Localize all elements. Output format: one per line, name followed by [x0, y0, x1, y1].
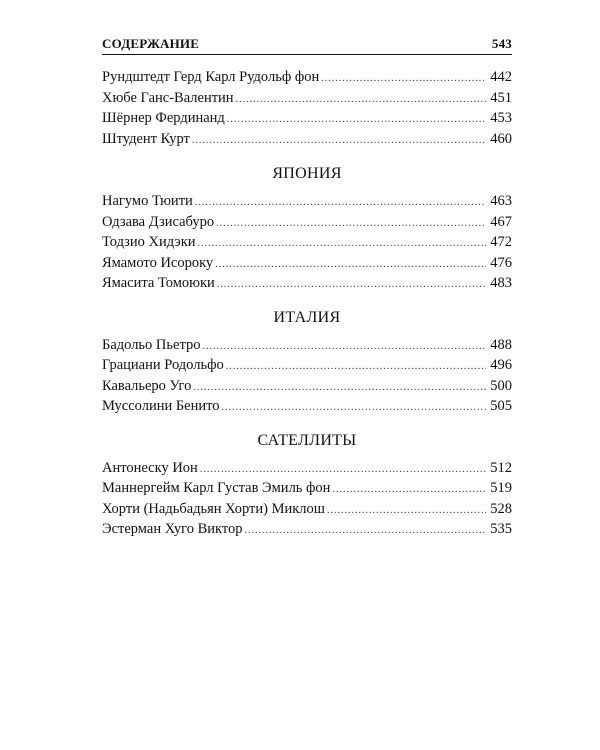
- dot-leader: [236, 90, 487, 110]
- toc-entry: [102, 478, 512, 499]
- toc-entry: [102, 108, 512, 129]
- dot-leader: [192, 131, 486, 151]
- dot-leader: [198, 234, 487, 254]
- toc-entry: [102, 376, 512, 397]
- entry-name: Одзава Дзисабуро: [102, 213, 215, 230]
- entry-page-number: 528: [490, 500, 512, 517]
- entry-name: Кавальеро Уго: [102, 377, 192, 394]
- running-header: [102, 36, 512, 55]
- dot-leader: [222, 398, 487, 418]
- entry-name: Нагумо Тюити: [102, 193, 193, 209]
- entry-page-number: 467: [490, 213, 512, 230]
- toc-section: [102, 309, 512, 417]
- toc-entry: [102, 519, 512, 540]
- entry-name: Рундштедт Герд Карл Рудольф фон: [102, 69, 320, 85]
- entry-page-number: 451: [490, 89, 512, 106]
- dot-leader: [217, 275, 486, 295]
- entry-page-number: 505: [490, 398, 512, 414]
- toc-entry: [102, 273, 512, 294]
- toc-section: [102, 432, 512, 540]
- dot-leader: [321, 69, 486, 89]
- entry-name: Штудент Курт: [102, 130, 190, 147]
- toc-entry: [102, 67, 512, 88]
- entry-page-number: 453: [490, 110, 512, 126]
- dot-leader: [193, 378, 486, 398]
- dot-leader: [195, 193, 486, 213]
- entry-name: Антонеску Ион: [102, 459, 198, 476]
- entry-name: Хюбе Ганс-Валентин: [102, 89, 234, 106]
- toc-entry: [102, 129, 512, 150]
- toc-section: [102, 165, 512, 294]
- section-heading: ЯПОНИЯ: [272, 165, 342, 182]
- entry-name: Тодзио Хидэки: [102, 234, 196, 250]
- entry-page-number: 472: [490, 234, 512, 250]
- dot-leader: [327, 501, 486, 521]
- dot-leader: [202, 337, 486, 357]
- dot-leader: [226, 357, 487, 377]
- entry-page-number: 496: [490, 357, 512, 373]
- header-title: СОДЕРЖАНИЕ: [102, 36, 200, 51]
- toc-entry: [102, 499, 512, 520]
- toc-entry: [102, 212, 512, 233]
- entry-page-number: 535: [490, 521, 512, 537]
- entry-name: Шёрнер Фердинанд: [102, 110, 225, 126]
- document-page: [102, 36, 512, 540]
- entry-page-number: 463: [490, 193, 512, 209]
- dot-leader: [332, 480, 486, 500]
- entry-name: Ямамото Исороку: [102, 254, 214, 271]
- toc-entry: [102, 335, 512, 356]
- entry-name: Эстерман Хуго Виктор: [102, 521, 243, 537]
- toc-section: [102, 67, 512, 149]
- section-heading: САТЕЛЛИТЫ: [257, 431, 357, 449]
- entry-page-number: 460: [490, 130, 512, 147]
- entry-name: Маннергейм Карл Густав Эмиль фон: [102, 480, 331, 496]
- entry-name: Бадольо Пьетро: [102, 336, 201, 353]
- entry-name: Хорти (Надьбадьян Хорти) Миклош: [102, 500, 325, 517]
- entry-name: Грациани Родольфо: [102, 357, 224, 373]
- header-page-number: 543: [491, 36, 512, 51]
- dot-leader: [227, 110, 486, 130]
- entry-page-number: 483: [490, 275, 512, 291]
- toc-entry: [102, 191, 512, 212]
- toc-entry: [102, 396, 512, 417]
- entry-page-number: 519: [490, 480, 512, 496]
- entry-page-number: 442: [490, 69, 512, 85]
- toc-entry: [102, 458, 512, 479]
- entry-page-number: 512: [490, 459, 512, 476]
- toc-entry: [102, 88, 512, 109]
- toc-entry: [102, 253, 512, 274]
- entry-page-number: 476: [490, 254, 512, 271]
- entry-name: Ямасита Томоюки: [102, 275, 215, 291]
- entry-name: Муссолини Бенито: [102, 398, 220, 414]
- toc-entry: [102, 355, 512, 376]
- dot-leader: [200, 460, 486, 480]
- entry-page-number: 500: [490, 377, 512, 394]
- dot-leader: [215, 255, 486, 275]
- section-heading: ИТАЛИЯ: [273, 308, 341, 326]
- dot-leader: [216, 214, 486, 234]
- toc-entry: [102, 232, 512, 253]
- table-of-contents: [102, 67, 512, 540]
- dot-leader: [245, 521, 487, 541]
- entry-page-number: 488: [490, 336, 512, 353]
